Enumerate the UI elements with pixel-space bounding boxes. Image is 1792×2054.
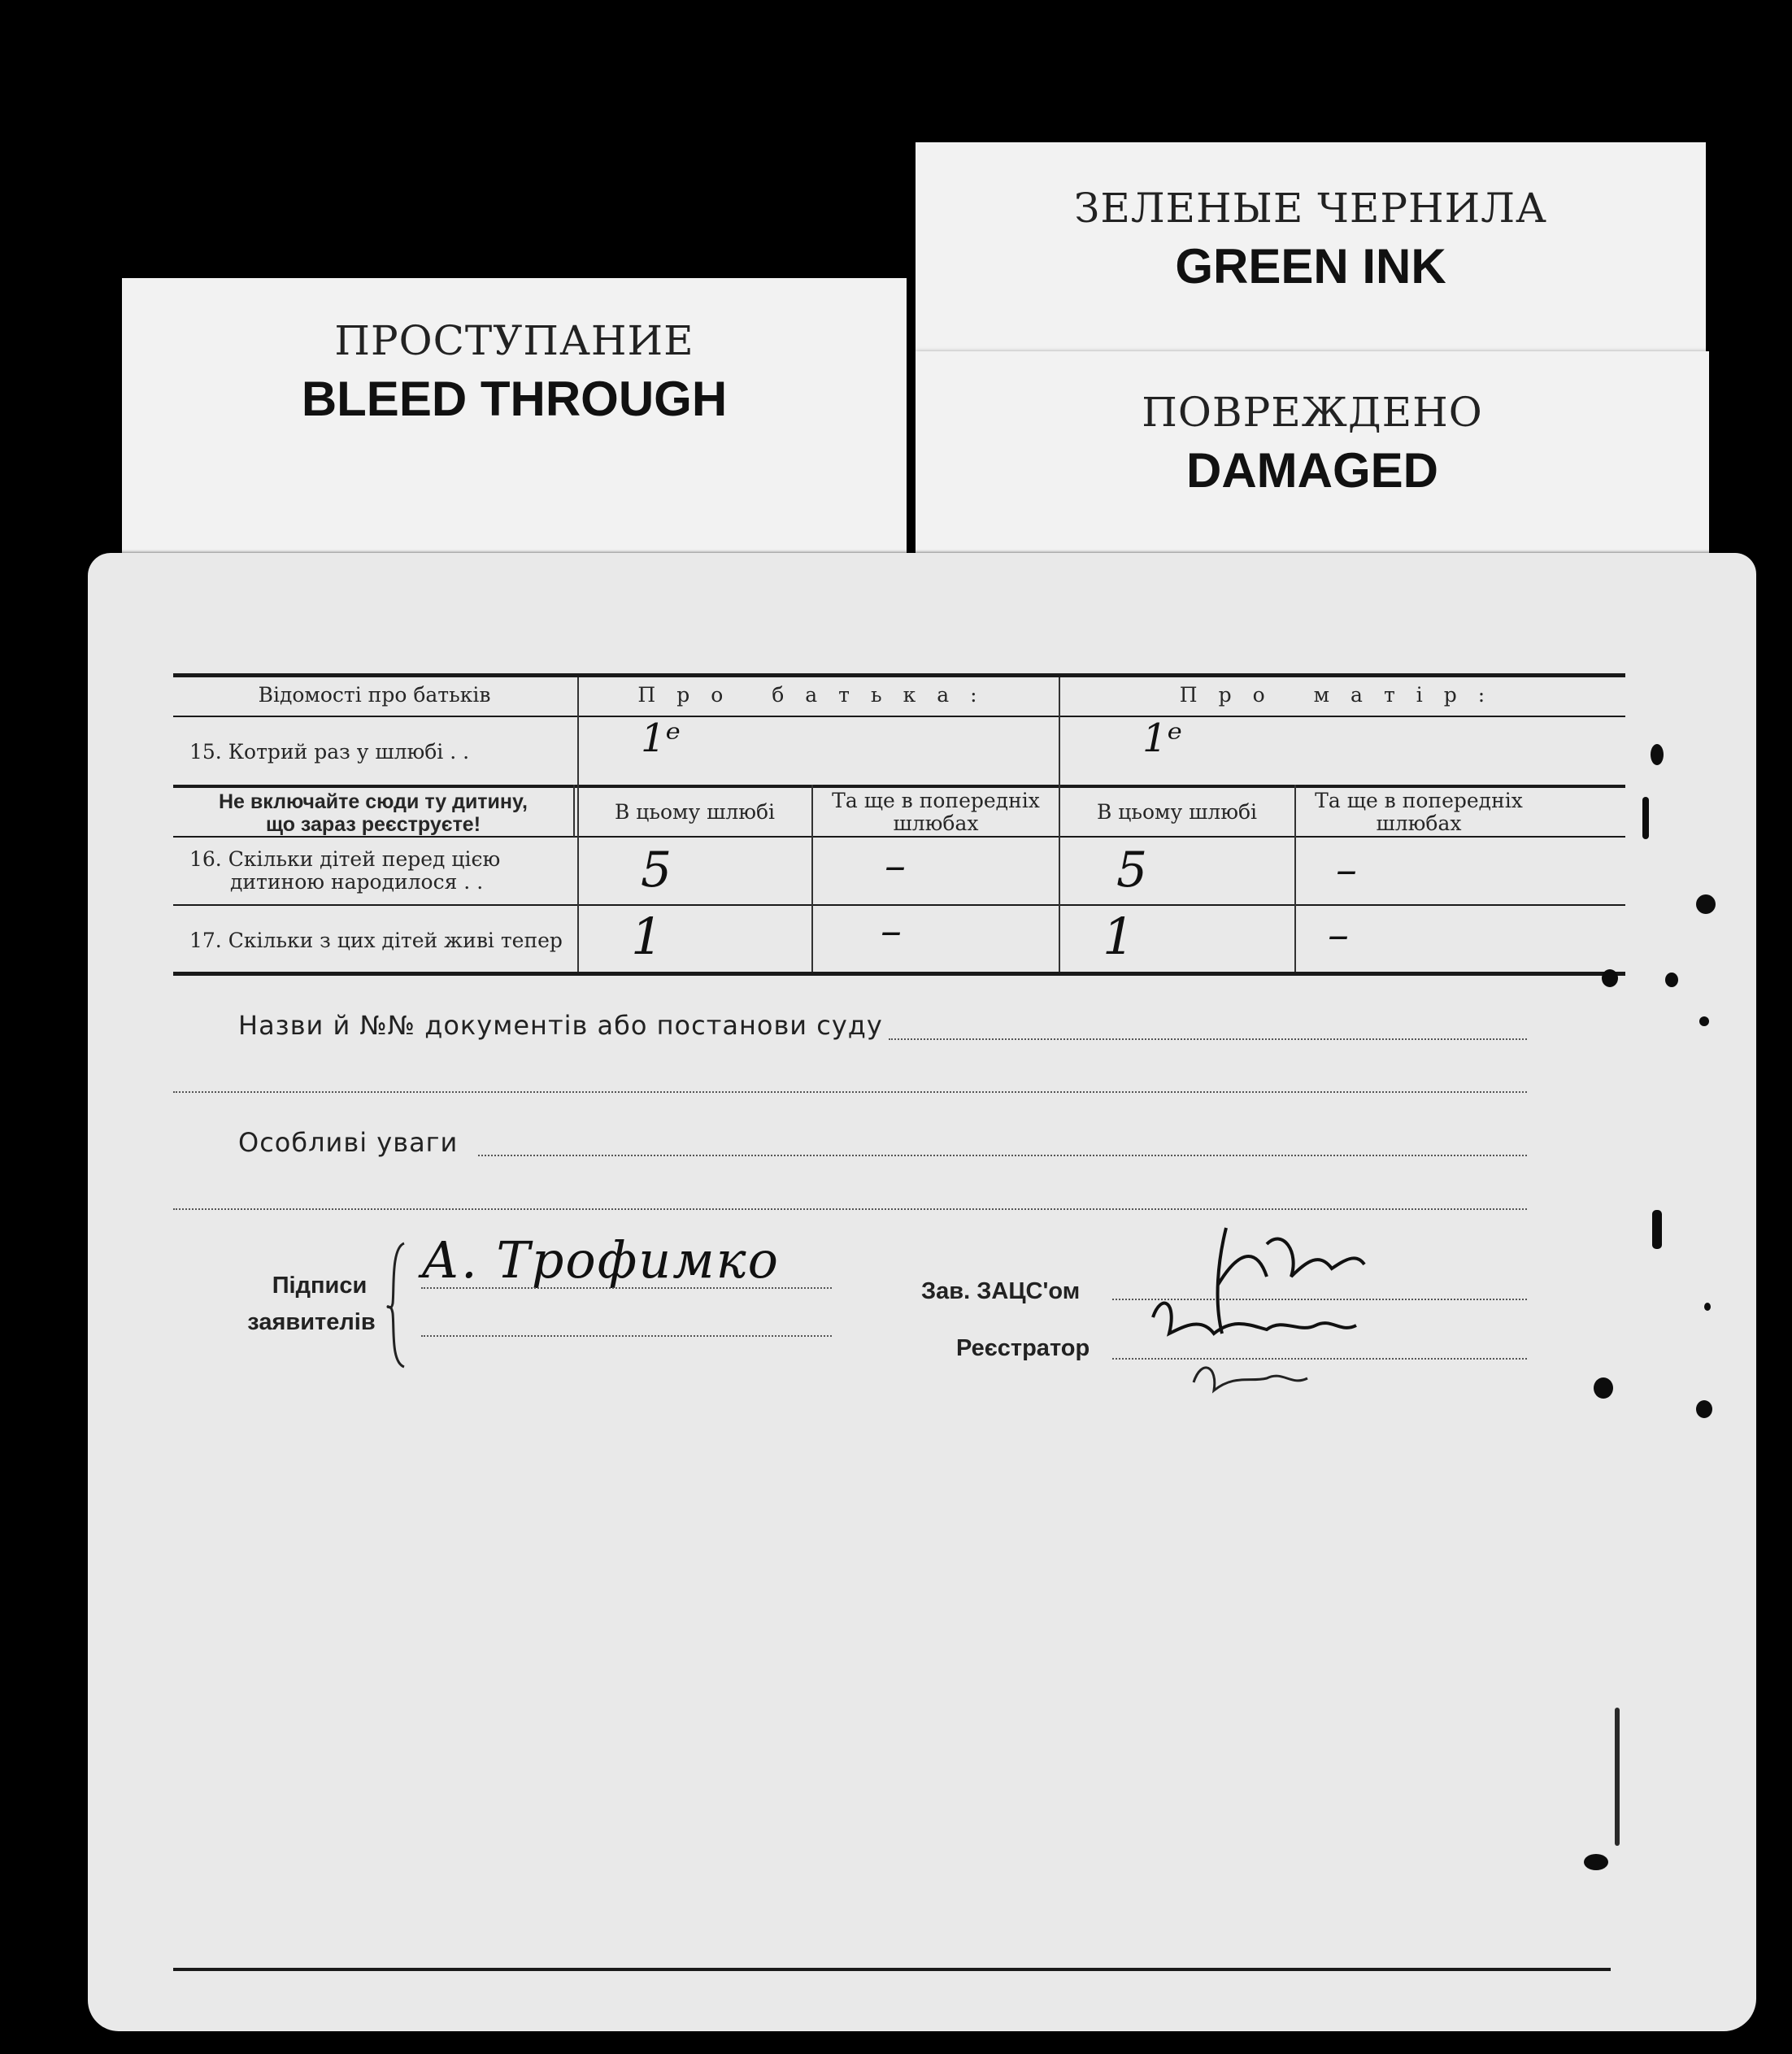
- row16-label-line-2: дитиною народилося . .: [230, 870, 484, 894]
- damage-mark: [1642, 797, 1649, 839]
- row17-father-previous: –: [881, 907, 902, 955]
- header-father: Про батька:: [637, 683, 998, 707]
- table-row16-rule: [173, 904, 1625, 906]
- row15-father-value: 1ᵉ: [641, 716, 681, 761]
- documents-label: Назви й №№ документів або постанови суду: [238, 1010, 883, 1041]
- table-col-divider-3: [1059, 677, 1060, 972]
- applicants-label-line-1: Підписи: [272, 1273, 368, 1299]
- registrar-label: Реєстратор: [956, 1335, 1090, 1361]
- damaged-en: DAMAGED: [1186, 443, 1438, 498]
- document-sheet: [88, 553, 1756, 2031]
- bleed-through-card: [122, 278, 907, 555]
- green-ink-ru: ЗЕЛЕНЫЕ ЧЕРНИЛА: [1074, 185, 1547, 232]
- damaged-ru: ПОВРЕЖДЕНО: [1142, 389, 1483, 436]
- bleed-through-ru: ПРОСТУПАНИЕ: [334, 317, 694, 364]
- row16-label-line-1: 16. Скільки дітей перед цією: [189, 847, 501, 871]
- documents-line-2: [173, 1091, 1527, 1093]
- table-header-rule: [173, 716, 1625, 717]
- row17-father-this: 1: [631, 907, 663, 966]
- row16-mother-previous: –: [1336, 846, 1357, 894]
- header-mother: Про матір:: [1179, 683, 1507, 707]
- bleed-through-en: BLEED THROUGH: [301, 372, 728, 426]
- punch-hole: [1696, 894, 1716, 914]
- green-ink-en: GREEN INK: [1175, 239, 1446, 294]
- remarks-label: Особливі уваги: [238, 1127, 459, 1158]
- applicants-label-line-2: заявителів: [247, 1309, 376, 1335]
- row16-father-previous: –: [885, 842, 906, 890]
- damage-streak: [1615, 1708, 1620, 1846]
- damage-mark: [1652, 1210, 1662, 1249]
- header-parents-info: Відомості про батьків: [258, 683, 491, 707]
- table-col-divider-4: [1294, 785, 1296, 972]
- footer-rule: [173, 1968, 1611, 1971]
- row17-mother-previous: –: [1328, 911, 1349, 960]
- note-line-1: Не включайте сюди ту дитину,: [219, 790, 528, 813]
- applicant-signature: А. Трофимко: [421, 1230, 780, 1290]
- row16-father-this: 5: [641, 842, 672, 899]
- damaged-card: [916, 351, 1709, 571]
- punch-hole: [1699, 1016, 1709, 1026]
- previous-marriages-mother: Та ще в попередніх шлюбах: [1315, 789, 1523, 835]
- row17-mother-this: 1: [1103, 907, 1135, 966]
- applicants-brace-icon: [385, 1240, 409, 1370]
- damage-mark: [1651, 744, 1664, 765]
- punch-hole: [1584, 1854, 1608, 1870]
- table-row15-rule: [173, 785, 1625, 788]
- punch-hole: [1704, 1303, 1711, 1311]
- punch-hole: [1594, 1377, 1613, 1399]
- note-line-2: що зараз реєструєте!: [265, 813, 481, 836]
- applicant-line-1: [421, 1287, 832, 1289]
- punch-hole: [1665, 973, 1678, 987]
- remarks-line-1: [478, 1155, 1527, 1156]
- row16-mother-this: 5: [1116, 842, 1148, 899]
- this-marriage-father: В цьому шлюбі: [614, 800, 776, 824]
- row15-label: 15. Котрий раз у шлюбі . .: [189, 740, 470, 764]
- table-top-rule: [173, 673, 1625, 677]
- table-col-divider-1b: [573, 785, 575, 837]
- green-ink-card: [916, 142, 1706, 370]
- documents-line-1: [889, 1038, 1527, 1040]
- table-bottom-rule: [173, 972, 1625, 976]
- row15-mother-value: 1ᵉ: [1142, 716, 1183, 761]
- punch-hole: [1602, 969, 1618, 987]
- previous-marriages-father: Та ще в попередніх шлюбах: [832, 789, 1040, 835]
- table-col-divider-2: [811, 785, 813, 972]
- head-label: Зав. ЗАЦС'ом: [921, 1278, 1081, 1304]
- punch-hole: [1696, 1400, 1712, 1418]
- this-marriage-mother: В цьому шлюбі: [1096, 800, 1258, 824]
- applicant-line-2: [421, 1335, 832, 1337]
- table-col-divider-1: [577, 677, 579, 972]
- row17-label: 17. Скільки з цих дітей живі тепер: [189, 929, 563, 952]
- official-signatures-scribble: [1137, 1195, 1413, 1423]
